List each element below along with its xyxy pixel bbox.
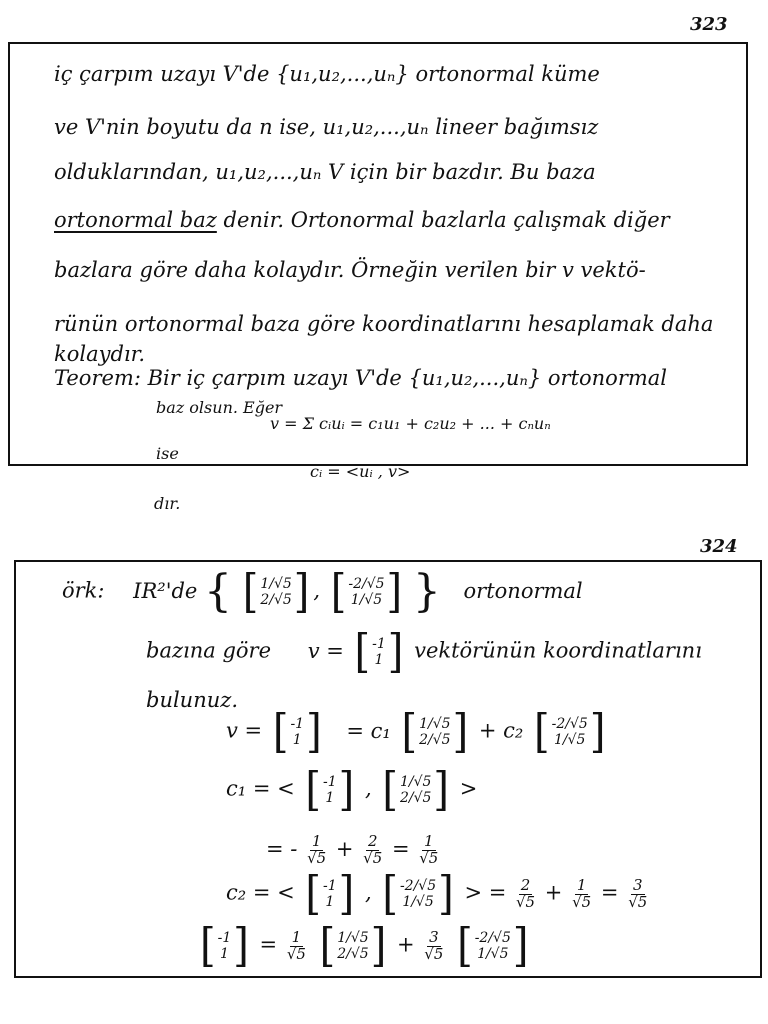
text-line-2: ve V'nin boyutu da n ise, u₁,u₂,...,uₙ lineer bağımsız xyxy=(54,115,599,139)
eq4-frac-1-den: √5 xyxy=(516,892,536,911)
theorem-line xyxy=(54,366,667,390)
eq1-u2: [ -2/√5 1/√5 ] xyxy=(534,705,606,759)
eq4-frac-2 xyxy=(572,875,592,911)
eq2-u1: [ 1/√5 2/√5 ] xyxy=(382,763,450,817)
eq1-lhs: v = xyxy=(226,718,263,743)
text-line-6: rünün ortonormal baza göre koordinatlarını hesaplamak daha xyxy=(54,312,714,336)
basis-vector-1-top: 1/√5 xyxy=(260,575,292,592)
eq3-equals: = xyxy=(391,836,410,861)
ise-text: ise xyxy=(156,444,179,463)
eq5-u2-top: -2/√5 xyxy=(474,929,511,946)
eq5-frac-1 xyxy=(286,927,306,963)
eq5-plus: + xyxy=(397,932,415,957)
eq3-frac-2-den: √5 xyxy=(363,848,383,867)
eq5-u2: [ -2/√5 1/√5 ] xyxy=(457,919,529,973)
equation-3 xyxy=(266,834,441,867)
eq4-v-top: -1 xyxy=(323,877,337,894)
equation-5 xyxy=(196,919,533,973)
ornek-label: örk: xyxy=(62,578,105,603)
ornek-ortonormal: ortonormal xyxy=(463,578,583,603)
eq5-v-top: -1 xyxy=(217,929,232,946)
v-equals: v = xyxy=(307,638,344,663)
eq2-v-bottom: 1 xyxy=(325,790,335,806)
text-line-1: iç çarpım uzayı V'de {u₁,u₂,...,uₙ} ortonormal küme xyxy=(54,62,600,86)
eq1-u1-bottom: 2/√5 xyxy=(419,732,451,748)
eq1-u2-top: -2/√5 xyxy=(551,715,588,732)
eq2-u1-top: 1/√5 xyxy=(399,773,432,790)
eq5-u1-top: 1/√5 xyxy=(337,929,369,946)
eq4-u2-bottom: 1/√5 xyxy=(402,894,434,910)
eq4-frac-2-den: √5 xyxy=(572,892,592,911)
eq4-sep: , xyxy=(364,880,372,905)
eq3-frac-2 xyxy=(363,834,382,867)
equation-2 xyxy=(226,763,478,817)
vector-v: [ -1 1 ] xyxy=(354,625,404,679)
text-line-4-rest: denir. Ortonormal bazlarla çalışmak diğer xyxy=(223,208,670,232)
eq3-frac-3-num: 1 xyxy=(424,832,434,850)
eq4-lhs: c₂ = < xyxy=(226,880,295,905)
theorem-equation: v = Σ cᵢuᵢ = c₁u₁ + c₂u₂ + ... + cₙuₙ xyxy=(270,414,551,433)
eq4-frac-3 xyxy=(628,875,648,911)
note-box-323 xyxy=(8,42,748,466)
eq1-u1: [ 1/√5 2/√5 ] xyxy=(401,705,469,759)
basis-vector-1: [ 1/√5 2/√5 ] xyxy=(242,565,310,619)
text-line-5: bazlara göre daha kolaydır. Örneğin verilen bir v vektö- xyxy=(54,258,646,282)
eq2-v: [ -1 1 ] xyxy=(305,763,355,817)
eq3-frac-1-den: √5 xyxy=(307,848,327,867)
eq5-frac-1-num: 1 xyxy=(291,927,302,946)
eq5-equals: = xyxy=(259,932,278,957)
eq5-frac-2 xyxy=(424,927,444,963)
eq2-lhs: c₁ = < xyxy=(226,776,295,801)
eq5-u2-bottom: 1/√5 xyxy=(477,946,509,962)
vector-v-bottom: 1 xyxy=(374,652,384,668)
eq4-frac-3-den: √5 xyxy=(628,892,648,911)
eq4-frac-2-num: 1 xyxy=(576,875,587,894)
eq4-v: [ -1 1 ] xyxy=(305,867,355,921)
eq2-u1-bottom: 2/√5 xyxy=(399,790,432,806)
ornek-space: IR²'de xyxy=(133,578,198,603)
theorem-cont: baz olsun. Eğer xyxy=(156,398,283,417)
eq5-u1: [ 1/√5 2/√5 ] xyxy=(319,919,387,973)
eq4-end: > = xyxy=(464,880,507,905)
eq5-frac-2-num: 3 xyxy=(429,927,439,946)
vector-v-top: -1 xyxy=(372,635,386,652)
eq4-plus: + xyxy=(544,880,563,905)
eq1-u2-bottom: 1/√5 xyxy=(553,732,586,748)
basis-text: bazına göre xyxy=(146,638,272,663)
eq4-v-bottom: 1 xyxy=(325,894,335,910)
equation-1 xyxy=(226,705,609,759)
theorem-text: Bir iç çarpım uzayı V'de {u₁,u₂,...,uₙ} ortonormal xyxy=(147,366,668,390)
eq2-v-top: -1 xyxy=(323,773,337,790)
eq4-frac-1-num: 2 xyxy=(520,875,531,894)
bulunuz: bulunuz. xyxy=(146,688,238,712)
left-brace: { xyxy=(204,566,233,617)
eq1-v-bottom: 1 xyxy=(292,732,302,748)
text-line-7: kolaydır. xyxy=(54,342,146,366)
eq2-end: > xyxy=(459,776,478,801)
underlined-term: ortonormal baz xyxy=(54,208,217,232)
eq3-plus: + xyxy=(335,836,354,861)
eq4-u2: [ -2/√5 1/√5 ] xyxy=(382,867,454,921)
text-line-3: olduklarından, u₁,u₂,...,uₙ V için bir bazdır. Bu baza xyxy=(54,160,596,184)
eq5-v: [ -1 1 ] xyxy=(200,919,249,973)
eq3-frac-3 xyxy=(419,834,438,867)
eq5-frac-1-den: √5 xyxy=(286,944,306,963)
ci-equation: cᵢ = <uᵢ , v> xyxy=(310,462,411,481)
eq1-v-top: -1 xyxy=(290,715,305,732)
eq5-frac-2-den: √5 xyxy=(424,944,444,963)
eq4-frac-1 xyxy=(516,875,536,911)
basis-vector-2: [ -2/√5 1/√5 ] xyxy=(330,565,403,619)
eq2-sep: , xyxy=(364,776,372,801)
equation-4 xyxy=(226,867,650,921)
basis-vector-2-bottom: 1/√5 xyxy=(350,592,383,608)
text-line-4 xyxy=(54,208,670,232)
page-number-324: 324 xyxy=(700,536,738,557)
dir-text: dır. xyxy=(154,494,181,513)
theorem-label: Teorem: xyxy=(54,366,141,390)
eq3-frac-2-num: 2 xyxy=(367,832,378,850)
eq3-frac-1 xyxy=(307,834,326,867)
eq1-c1: = c₁ xyxy=(346,718,391,743)
ornek-line: örk: IR²'de { [ 1/√5 2/√5 ] , [ -2/√5 1/√5 ] } ortonormal xyxy=(62,565,583,619)
eq5-u1-bottom: 2/√5 xyxy=(337,946,369,962)
eq4-equals: = xyxy=(600,880,619,905)
eq1-c2: + c₂ xyxy=(478,718,524,743)
basis-line xyxy=(146,625,702,679)
vector-text: vektörünün koordinatlarını xyxy=(414,638,702,663)
eq5-v-bottom: 1 xyxy=(219,946,229,962)
eq1-u1-top: 1/√5 xyxy=(419,715,451,732)
right-brace: } xyxy=(412,566,441,617)
eq4-u2-top: -2/√5 xyxy=(399,877,437,894)
eq1-v: [ -1 1 ] xyxy=(272,705,322,759)
eq4-frac-3-num: 3 xyxy=(632,875,643,894)
basis-vector-2-top: -2/√5 xyxy=(348,575,385,592)
basis-vector-1-bottom: 2/√5 xyxy=(260,592,292,608)
page-number-323: 323 xyxy=(690,14,728,35)
eq3-minus: = - xyxy=(266,836,298,861)
eq3-frac-1-num: 1 xyxy=(311,832,322,850)
eq3-frac-3-den: √5 xyxy=(419,848,439,867)
